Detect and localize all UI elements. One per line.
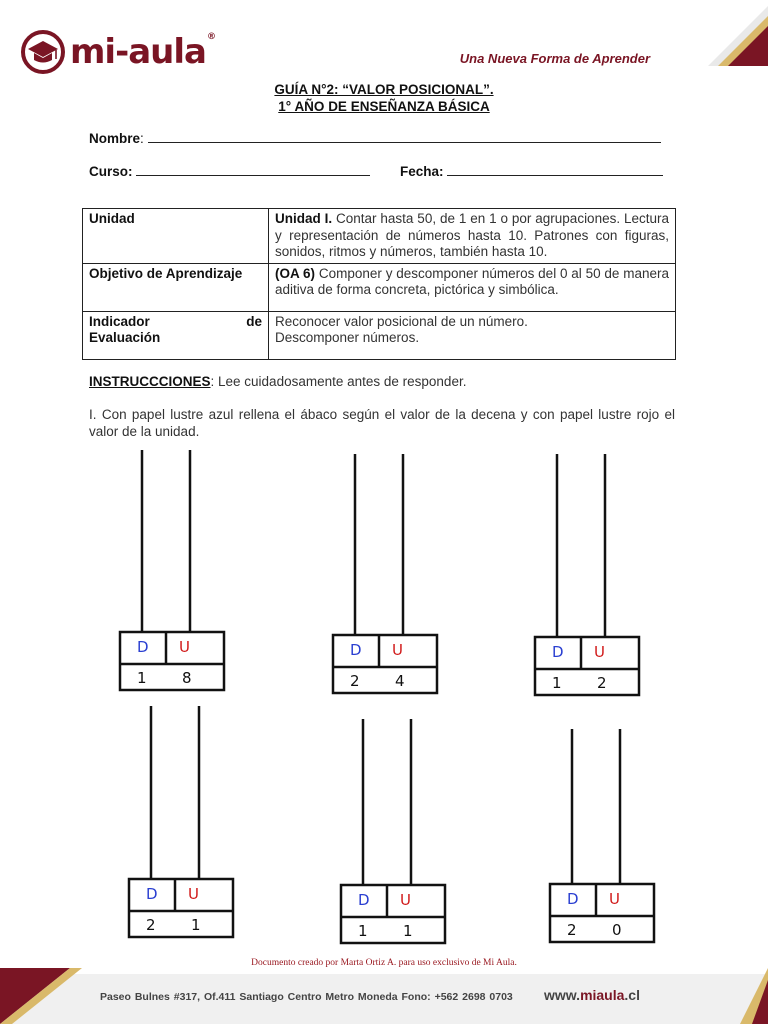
decena-label: D <box>137 638 149 656</box>
unidad-value: 2 <box>597 674 607 692</box>
task-text: I. Con papel lustre azul rellena el ábaco según el valor de la decena y con papel lustre rojo el valor de la unidad. <box>89 407 675 439</box>
abacus-5[interactable] <box>341 719 445 943</box>
decena-value: 2 <box>567 921 577 939</box>
unidad-label: U <box>594 643 605 661</box>
nombre-line[interactable] <box>148 131 661 143</box>
abacus-1[interactable] <box>120 450 224 690</box>
abacus-box <box>129 879 233 937</box>
indicador-value: Reconocer valor posicional de un número. Descomponer números. <box>269 311 676 359</box>
objetivo-value: (OA 6) Componer y descomponer números del 0 al 50 de manera aditiva de forma concreta, pictórica y simbólica. <box>269 263 676 311</box>
decena-value: 1 <box>552 674 562 692</box>
table-row-objetivo <box>83 263 676 311</box>
curso-field[interactable] <box>89 164 370 179</box>
tagline: Una Nueva Forma de Aprender <box>459 51 650 66</box>
author-credit: Documento creado por Marta Ortiz A. para uso exclusivo de Mi Aula. <box>251 958 517 968</box>
graduation-cap-icon <box>20 29 66 75</box>
guide-title: GUÍA N°2: “VALOR POSICIONAL”. <box>274 82 494 97</box>
unidad-value: Unidad I. Contar hasta 50, de 1 en 1 o por agrupaciones. Lectura y representación de números hasta 10. Patrones con figuras, sonidos, ritmos y números, también hasta 10. <box>269 209 676 264</box>
unidad-value: 1 <box>403 922 413 940</box>
table-row-unidad <box>83 209 676 264</box>
abacus-2[interactable] <box>333 454 437 693</box>
abacus-4[interactable] <box>129 706 233 937</box>
unidad-value: 0 <box>612 921 622 939</box>
abacus-3[interactable] <box>535 454 639 695</box>
guide-subtitle: 1° AÑO DE ENSEÑANZA BÁSICA <box>278 99 490 114</box>
instructions-label: INSTRUCCCIONES <box>89 374 211 389</box>
unidad-label: Unidad <box>83 209 269 264</box>
decena-label: D <box>350 641 362 659</box>
nombre-label: Nombre <box>89 131 141 146</box>
instructions <box>89 374 466 389</box>
unidad-label: U <box>400 891 411 909</box>
decena-value: 2 <box>350 672 360 690</box>
decena-label: D <box>552 643 564 661</box>
instructions-text: : Lee cuidadosamente antes de responder. <box>210 374 467 389</box>
fecha-field[interactable] <box>400 164 663 179</box>
abacus-box <box>341 885 445 943</box>
abacus-6[interactable] <box>550 729 654 942</box>
website-link[interactable]: www.miaula.cl <box>544 987 640 1003</box>
logo <box>20 28 215 76</box>
footer-address: Paseo Bulnes #317, Of.411 Santiago Centro Metro Moneda Fono: +562 2698 0703 <box>100 991 513 1003</box>
curso-label: Curso: <box>89 164 133 179</box>
decena-label: D <box>567 890 579 908</box>
decena-label: D <box>146 885 158 903</box>
decena-value: 1 <box>358 922 368 940</box>
unidad-value: 1 <box>191 916 201 934</box>
abacus-box <box>120 632 224 690</box>
info-table <box>82 208 676 360</box>
decena-value: 2 <box>146 916 156 934</box>
fecha-label: Fecha: <box>400 164 444 179</box>
unidad-value: 8 <box>182 669 192 687</box>
abacus-box <box>333 635 437 693</box>
header-decoration <box>638 0 768 66</box>
brand-name: mi-aula® <box>70 32 215 72</box>
abacus-box <box>550 884 654 942</box>
decena-value: 1 <box>137 669 147 687</box>
table-row-indicador <box>83 311 676 359</box>
objetivo-label: Objetivo de Aprendizaje <box>83 263 269 311</box>
decena-label: D <box>358 891 370 909</box>
unidad-label: U <box>392 641 403 659</box>
unidad-label: U <box>188 885 199 903</box>
unidad-label: U <box>179 638 190 656</box>
unidad-value: 4 <box>395 672 405 690</box>
fecha-line[interactable] <box>447 164 663 176</box>
unidad-label: U <box>609 890 620 908</box>
indicador-label: Indicador de Evaluación <box>83 311 269 359</box>
nombre-field[interactable]: Nombre: <box>89 131 661 146</box>
curso-line[interactable] <box>136 164 370 176</box>
abacus-box <box>535 637 639 695</box>
